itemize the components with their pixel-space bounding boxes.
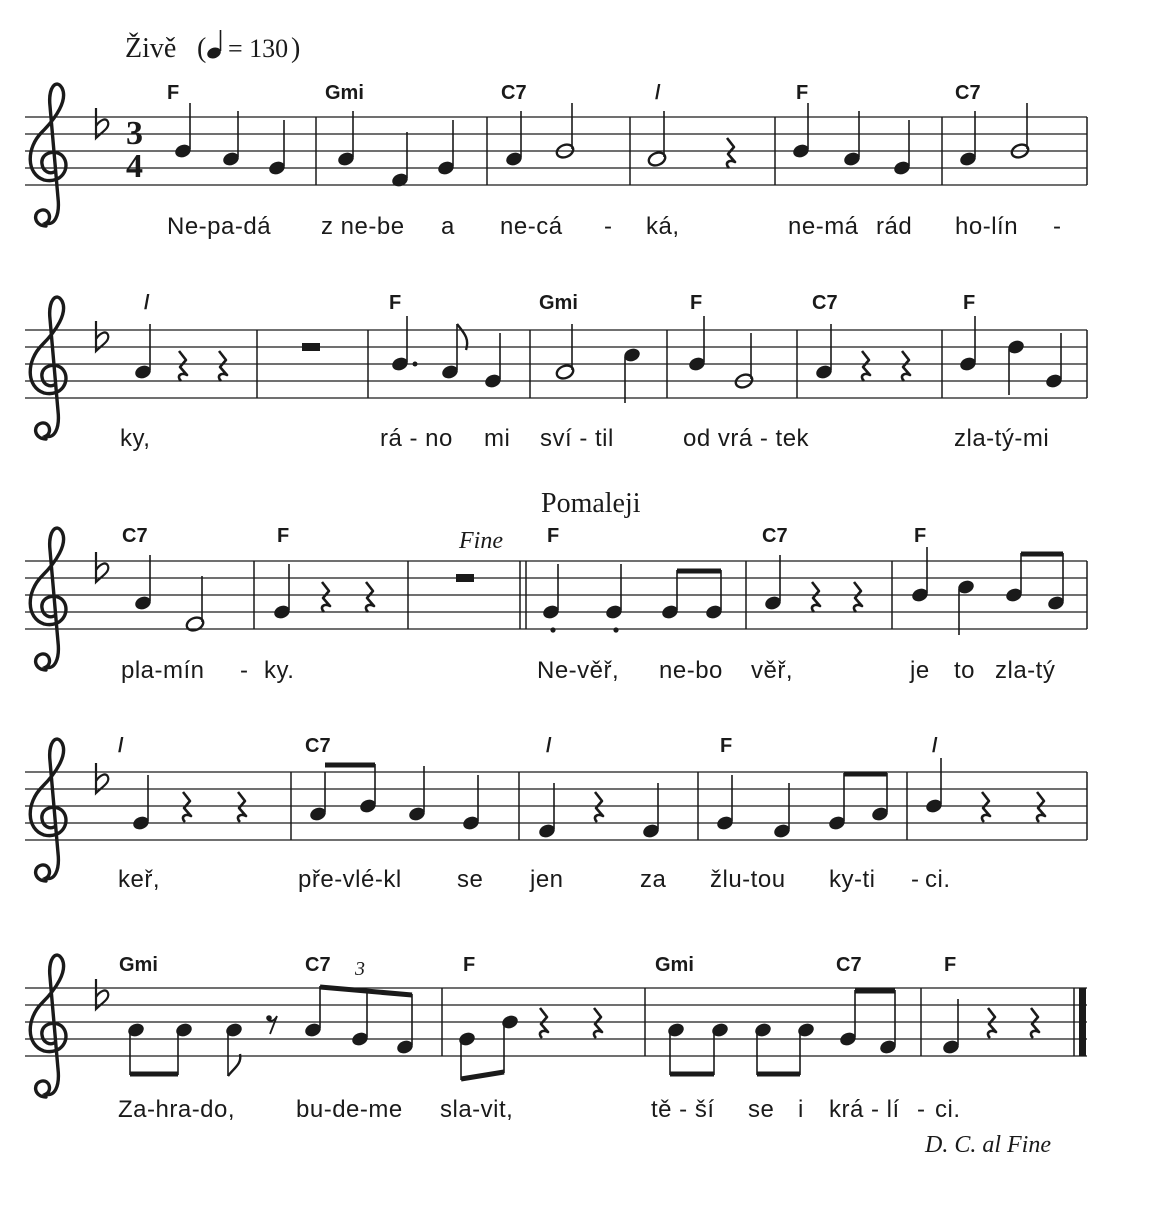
lyric-syllable: ky. bbox=[264, 657, 295, 684]
treble-clef-icon bbox=[30, 955, 66, 1097]
tempo-word: Živě bbox=[125, 33, 177, 64]
lyric-syllable: ne-cá bbox=[500, 213, 563, 240]
chord-symbol: F bbox=[720, 735, 733, 757]
lyric-syllable: Ne-pa-dá bbox=[167, 213, 272, 240]
chord-symbol: F bbox=[547, 525, 560, 547]
lyrics-line-5 bbox=[118, 1096, 961, 1123]
chord-symbol: Gmi bbox=[325, 82, 364, 104]
chord-symbol: F bbox=[167, 82, 180, 104]
tempo-value: = 130 bbox=[228, 34, 289, 63]
lyrics-line-1 bbox=[167, 213, 1062, 240]
chord-symbols-3 bbox=[122, 525, 926, 547]
lyric-syllable: a bbox=[441, 213, 455, 240]
lyric-syllable: zla-tý-mi bbox=[954, 425, 1050, 452]
lyric-syllable: ky, bbox=[120, 425, 151, 452]
lyrics-line-4 bbox=[118, 866, 951, 893]
lyric-syllable: se bbox=[748, 1096, 775, 1123]
fine-marker: Fine bbox=[459, 528, 503, 554]
svg-text:3: 3 bbox=[126, 115, 143, 152]
chord-symbols-1 bbox=[167, 82, 981, 104]
notes-system-3 bbox=[133, 547, 1065, 635]
lyric-syllable: ci. bbox=[925, 866, 951, 893]
lyric-syllable: - bbox=[911, 866, 920, 893]
chord-symbols-2 bbox=[144, 292, 975, 314]
chord-symbols-4 bbox=[118, 735, 938, 757]
chord-symbol: C7 bbox=[812, 292, 838, 314]
staff-system-3 bbox=[25, 488, 1087, 684]
treble-clef-icon bbox=[30, 528, 66, 670]
dc-al-fine-marker: D. C. al Fine bbox=[925, 1132, 1051, 1158]
lyric-syllable: je bbox=[910, 657, 930, 684]
lyric-syllable: ky-ti bbox=[829, 866, 876, 893]
lyric-syllable: žlu-tou bbox=[710, 866, 786, 893]
chord-symbol: F bbox=[914, 525, 927, 547]
lyric-syllable: ne-bo bbox=[659, 657, 723, 684]
lyric-syllable: - bbox=[604, 213, 613, 240]
lyric-syllable: bu-de-me bbox=[296, 1096, 403, 1123]
chord-symbol: F bbox=[463, 954, 476, 976]
notes-system-4 bbox=[131, 758, 1045, 840]
chord-symbol: Gmi bbox=[655, 954, 694, 976]
lyric-syllable: - bbox=[240, 657, 249, 684]
triplet-marker: 3 bbox=[355, 958, 365, 980]
chord-symbols-5 bbox=[119, 954, 956, 976]
notes-system-1 bbox=[173, 103, 1030, 189]
chord-symbol: C7 bbox=[501, 82, 527, 104]
lyric-syllable: keř, bbox=[118, 866, 161, 893]
staff-system-4 bbox=[25, 735, 1087, 893]
chord-symbol: C7 bbox=[955, 82, 981, 104]
section-tempo-label: Pomaleji bbox=[541, 488, 641, 519]
lyric-syllable: zla-tý bbox=[995, 657, 1056, 684]
lyric-syllable: za bbox=[640, 866, 667, 893]
treble-clef-icon bbox=[30, 739, 66, 881]
chord-symbol: C7 bbox=[762, 525, 788, 547]
tempo-close-paren: ) bbox=[291, 33, 301, 64]
chord-symbol: F bbox=[690, 292, 703, 314]
lyric-syllable: pře-vlé-kl bbox=[298, 866, 402, 893]
lyric-syllable: mi bbox=[484, 425, 511, 452]
staff-system-1 bbox=[25, 82, 1087, 240]
lyric-syllable: sla-vit, bbox=[440, 1096, 514, 1123]
tempo-quarter-note-icon bbox=[206, 30, 223, 60]
lyric-syllable: krá - lí bbox=[829, 1096, 900, 1123]
chord-symbol: C7 bbox=[836, 954, 862, 976]
lyric-syllable: věř, bbox=[751, 657, 794, 684]
chord-symbol: Gmi bbox=[539, 292, 578, 314]
lyric-syllable: se bbox=[457, 866, 484, 893]
lyrics-line-2 bbox=[120, 425, 1049, 452]
lyric-syllable: - bbox=[917, 1096, 926, 1123]
chord-symbol: F bbox=[389, 292, 402, 314]
lyric-syllable: jen bbox=[530, 866, 564, 893]
chord-symbol: F bbox=[944, 954, 957, 976]
final-barline bbox=[1079, 988, 1086, 1056]
chord-symbol: C7 bbox=[122, 525, 148, 547]
lyric-syllable: pla-mín bbox=[121, 657, 205, 684]
notes-system-5 bbox=[126, 958, 1039, 1080]
lyric-syllable: rá - no bbox=[380, 425, 453, 452]
tempo-open-paren: ( bbox=[197, 33, 207, 64]
chord-symbol: F bbox=[796, 82, 809, 104]
lyric-syllable: ne-má bbox=[788, 213, 859, 240]
lyric-syllable: to bbox=[954, 657, 976, 684]
staff-system-2 bbox=[25, 292, 1087, 452]
lyric-syllable: ci. bbox=[935, 1096, 961, 1123]
chord-symbol: / bbox=[655, 82, 661, 104]
lyric-syllable: - bbox=[1053, 213, 1062, 240]
lyric-syllable: i bbox=[798, 1096, 804, 1123]
treble-clef-icon bbox=[30, 297, 66, 439]
chord-symbol: F bbox=[963, 292, 976, 314]
lyric-syllable: rád bbox=[876, 213, 913, 240]
chord-symbol: / bbox=[118, 735, 124, 757]
notes-system-2 bbox=[133, 316, 1063, 403]
chord-symbol: C7 bbox=[305, 735, 331, 757]
staff-system-5 bbox=[25, 954, 1087, 1158]
lyric-syllable: ho-lín bbox=[955, 213, 1019, 240]
chord-symbol: / bbox=[144, 292, 150, 314]
chord-symbol: C7 bbox=[305, 954, 331, 976]
treble-clef-icon bbox=[30, 84, 66, 226]
svg-text:4: 4 bbox=[126, 148, 143, 185]
chord-symbol: F bbox=[277, 525, 290, 547]
time-signature bbox=[126, 115, 143, 185]
lyric-syllable: od vrá - tek bbox=[683, 425, 810, 452]
chord-symbol: / bbox=[932, 735, 938, 757]
chord-symbol: Gmi bbox=[119, 954, 158, 976]
lyric-syllable: z ne-be bbox=[321, 213, 405, 240]
lyric-syllable: Ne-věř, bbox=[537, 657, 620, 684]
lyric-syllable: Za-hra-do, bbox=[118, 1096, 236, 1123]
lyric-syllable: tě - ší bbox=[651, 1096, 715, 1123]
lyric-syllable: sví - til bbox=[540, 425, 614, 452]
lyric-syllable: ká, bbox=[646, 213, 680, 240]
lyrics-line-3 bbox=[121, 657, 1055, 684]
chord-symbol: / bbox=[546, 735, 552, 757]
